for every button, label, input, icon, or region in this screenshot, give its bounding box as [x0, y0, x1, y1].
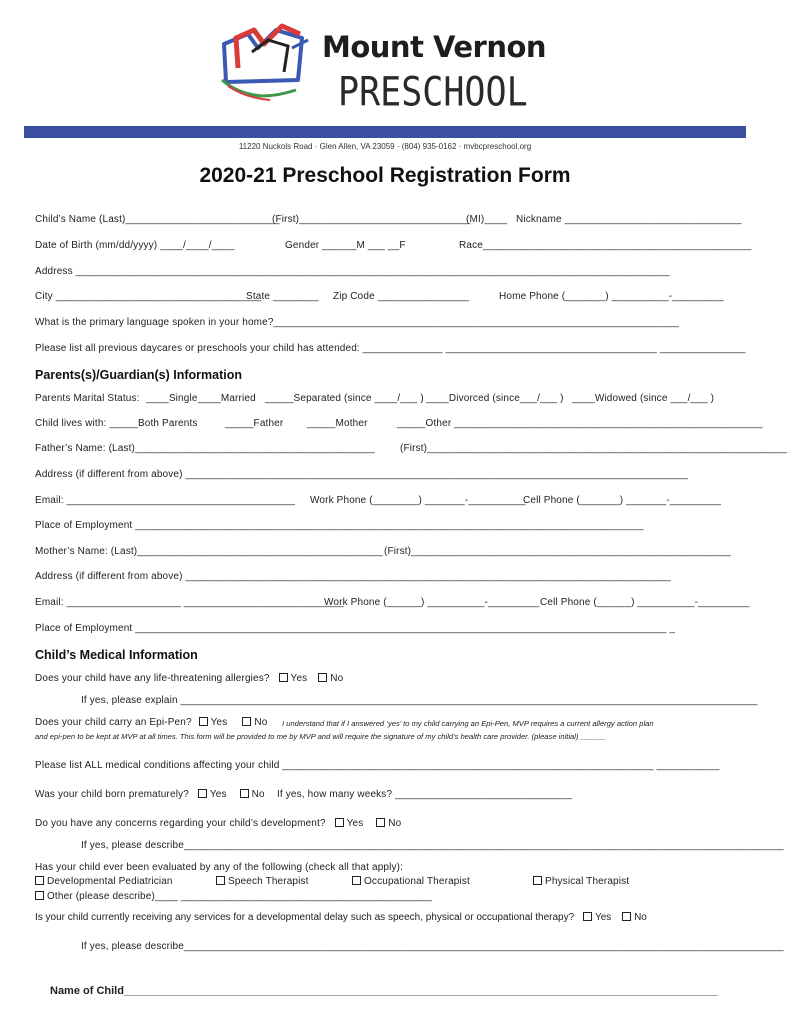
yes-label: Yes — [290, 673, 308, 684]
mother-employment-field[interactable]: Place of Employment _____________________________________________________________________________________________ _ — [35, 623, 676, 634]
checkbox-icon — [35, 876, 44, 885]
child-mi-field[interactable]: (MI)____ — [466, 214, 508, 225]
premature-question — [35, 789, 265, 800]
premature-yes-checkbox[interactable] — [198, 789, 227, 800]
checkbox-icon — [240, 789, 249, 798]
marital-divorced-field[interactable]: ____Divorced (since___/___ ) — [426, 393, 564, 404]
school-address: 11220 Nuckols Road · Glen Allen, VA 23059 · (804) 935-0162 · mvbcpreschool.org — [238, 142, 532, 151]
epipen-question — [35, 717, 267, 728]
checkbox-icon — [216, 876, 225, 885]
father-email-field[interactable]: Email: ________________________________________ — [35, 495, 296, 506]
occupational-therapist-checkbox[interactable] — [352, 876, 470, 887]
language-field[interactable]: What is the primary language spoken in your home?_______________________________________________________________________ — [35, 317, 680, 328]
services-question — [35, 912, 647, 923]
school-subtitle: PRESCHOOL — [338, 70, 528, 116]
child-last-name-field[interactable]: Child’s Name (Last)___________________________ — [35, 214, 280, 225]
mother-email-field[interactable]: Email: ____________________ ____________________________ — [35, 597, 344, 608]
marital-single-field[interactable]: ____Single — [146, 393, 198, 404]
services-question-label: Is your child currently receiving any services for a developmental delay such as speech, physical or occupational therapy? — [35, 912, 575, 923]
medical-section-heading: Child’s Medical Information — [35, 648, 198, 662]
no-label: No — [330, 673, 344, 684]
checkbox-icon — [533, 876, 542, 885]
lives-with-other-field[interactable]: _____Other ______________________________________________________ — [397, 418, 763, 429]
checkbox-icon — [583, 912, 592, 921]
dev-pediatrician-checkbox[interactable] — [35, 876, 173, 887]
father-work-phone-field[interactable]: Work Phone (________) _______-__________ — [310, 495, 526, 506]
yes-label: Yes — [594, 912, 612, 923]
father-address-field[interactable]: Address (if different from above) ________________________________________________________________________________________ — [35, 469, 689, 480]
checkbox-icon — [376, 818, 385, 827]
checkbox-icon — [622, 912, 631, 921]
development-describe-field[interactable]: If yes, please describe_________________________________________________________________________________________________________ — [81, 840, 784, 851]
premature-no-checkbox[interactable] — [240, 789, 265, 800]
development-no-checkbox[interactable] — [376, 818, 401, 829]
child-first-name-field[interactable]: (First)______________________________ — [272, 214, 471, 225]
speech-therapist-label: Speech Therapist — [228, 876, 309, 887]
dev-pediatrician-label: Developmental Pediatrician — [47, 876, 173, 887]
physical-therapist-label: Physical Therapist — [545, 876, 630, 887]
header-bar — [24, 126, 746, 138]
mother-first-name-field[interactable]: (First)________________________________________________________ — [384, 546, 731, 557]
state-field[interactable]: State ________ — [246, 291, 319, 302]
marital-status-label: Parents Marital Status: — [35, 393, 140, 404]
no-label: No — [634, 912, 647, 923]
father-employment-field[interactable]: Place of Employment _________________________________________________________________________________________ — [35, 520, 644, 531]
premature-weeks-field[interactable]: If yes, how many weeks? _______________________________ — [277, 789, 573, 800]
school-logo-icon — [218, 24, 318, 102]
physical-therapist-checkbox[interactable] — [533, 876, 629, 887]
allergies-no-checkbox[interactable] — [318, 673, 343, 684]
marital-separated-field[interactable]: _____Separated (since ____/___ ) — [265, 393, 424, 404]
checkbox-icon — [318, 673, 327, 682]
other-describe-label: Other (please describe)____ ____________________________________________ — [47, 891, 433, 902]
name-of-child-field[interactable]: Name of Child_________________________________________________________________________________________________ — [50, 985, 718, 997]
yes-label: Yes — [210, 717, 228, 728]
mother-address-field[interactable]: Address (if different from above) _____________________________________________________________________________________ — [35, 571, 672, 582]
occupational-therapist-label: Occupational Therapist — [364, 876, 470, 887]
allergies-explain-field[interactable]: If yes, please explain _____________________________________________________________________________________________________ — [81, 695, 758, 706]
epipen-question-label: Does your child carry an Epi-Pen? — [35, 717, 192, 728]
services-yes-checkbox[interactable] — [583, 912, 611, 923]
other-describe-checkbox[interactable] — [35, 891, 432, 902]
allergies-question-label: Does your child have any life-threatening allergies? — [35, 673, 270, 684]
marital-married-field[interactable]: ____Married — [198, 393, 256, 404]
services-describe-field[interactable]: If yes, please describe_________________________________________________________________________________________________________ — [81, 941, 784, 952]
page-title: 2020-21 Preschool Registration Form — [199, 164, 571, 187]
no-label: No — [254, 717, 268, 728]
mother-last-name-field[interactable]: Mother’s Name: (Last)___________________________________________ — [35, 546, 383, 557]
speech-therapist-checkbox[interactable] — [216, 876, 309, 887]
mother-cell-phone-field[interactable]: Cell Phone (______) __________-_________ — [540, 597, 750, 608]
zip-field[interactable]: Zip Code ________________ — [333, 291, 470, 302]
school-name: Mount Vernon — [322, 30, 547, 64]
gender-field[interactable]: Gender ______M ___ __F — [285, 240, 406, 251]
city-field[interactable]: City ____________________________________ — [35, 291, 262, 302]
checkbox-icon — [242, 717, 251, 726]
parents-section-heading: Parents(s)/Guardian(s) Information — [35, 368, 242, 382]
address-field[interactable]: Address ________________________________________________________________________________________________________ — [35, 266, 670, 277]
development-question-label: Do you have any concerns regarding your child’s development? — [35, 818, 326, 829]
evaluated-question: Has your child ever been evaluated by any of the following (check all that apply): — [35, 862, 404, 873]
home-phone-field[interactable]: Home Phone (_______) __________-_________ — [499, 291, 724, 302]
checkbox-icon — [35, 891, 44, 900]
marital-widowed-field[interactable]: ____Widowed (since ___/___ ) — [572, 393, 715, 404]
premature-question-label: Was your child born prematurely? — [35, 789, 189, 800]
yes-label: Yes — [209, 789, 227, 800]
lives-with-mother-field[interactable]: _____Mother — [307, 418, 368, 429]
development-question — [35, 818, 401, 829]
checkbox-icon — [199, 717, 208, 726]
development-yes-checkbox[interactable] — [335, 818, 364, 829]
race-field[interactable]: Race_______________________________________________ — [459, 240, 752, 251]
dob-field[interactable]: Date of Birth (mm/dd/yyyy) ____/____/____ — [35, 240, 235, 251]
father-first-name-field[interactable]: (First)_______________________________________________________________ — [400, 443, 787, 454]
epipen-note-line-2[interactable]: and epi-pen to be kept at MVP at all times. This form will be provided to me by MVP and will require the signature of my child’s health care provider. (please initial) ______ — [35, 732, 606, 741]
nickname-field[interactable]: Nickname _______________________________ — [516, 214, 742, 225]
epipen-note-line-1: I understand that if I answered ‘yes’ to my child carrying an Epi-Pen, MVP requires a current allergy action plan — [282, 719, 654, 728]
services-no-checkbox[interactable] — [622, 912, 647, 923]
epipen-yes-checkbox[interactable] — [199, 717, 228, 728]
medical-conditions-field[interactable]: Please list ALL medical conditions affecting your child _________________________________________________________________ ___________ — [35, 760, 720, 771]
daycares-field[interactable]: Please list all previous daycares or preschools your child has attended: ______________ _____________________________________ _______________ — [35, 343, 746, 354]
no-label: No — [388, 818, 402, 829]
checkbox-icon — [279, 673, 288, 682]
checkbox-icon — [335, 818, 344, 827]
father-last-name-field[interactable]: Father’s Name: (Last)__________________________________________ — [35, 443, 375, 454]
lives-with-father-field[interactable]: _____Father — [225, 418, 284, 429]
mother-work-phone-field[interactable]: Work Phone (______) __________-_________ — [324, 597, 540, 608]
epipen-no-checkbox[interactable] — [242, 717, 267, 728]
father-cell-phone-field[interactable]: Cell Phone (_______) _______-_________ — [523, 495, 722, 506]
checkbox-icon — [198, 789, 207, 798]
no-label: No — [251, 789, 265, 800]
yes-label: Yes — [346, 818, 364, 829]
checkbox-icon — [352, 876, 361, 885]
allergies-yes-checkbox[interactable] — [279, 673, 308, 684]
allergies-question — [35, 673, 343, 684]
lives-with-both-field[interactable]: Child lives with: _____Both Parents — [35, 418, 198, 429]
